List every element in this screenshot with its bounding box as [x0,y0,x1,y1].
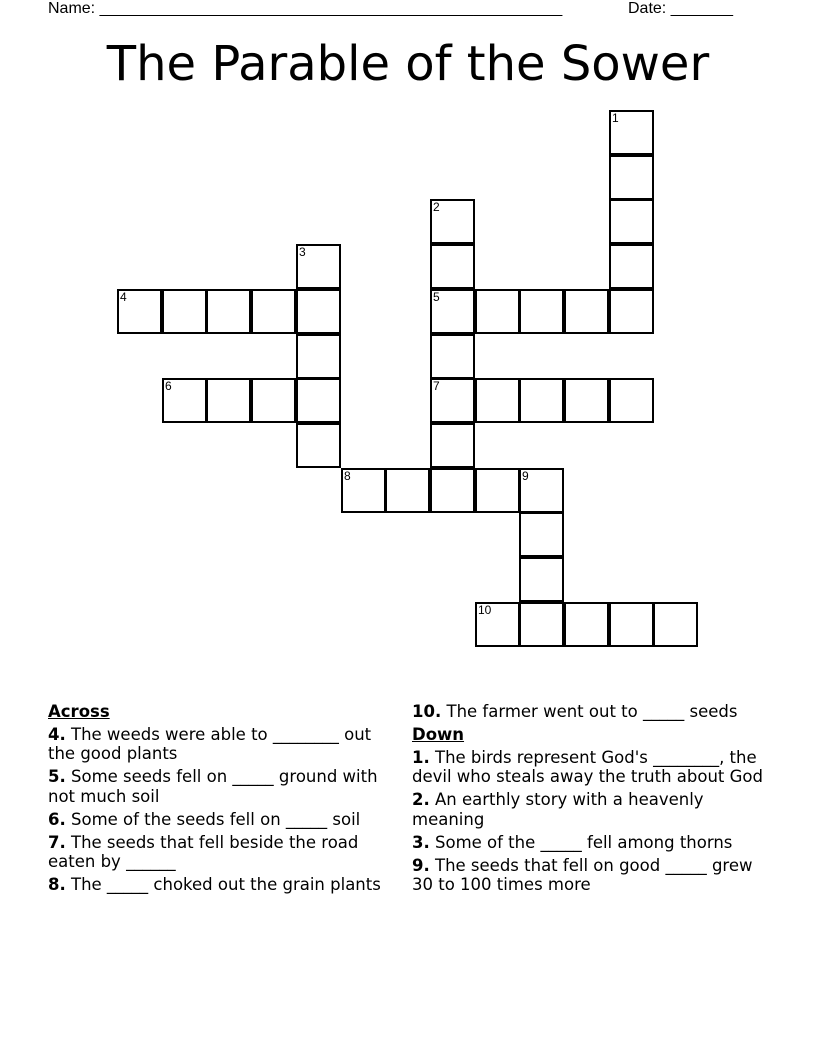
name-label: Name: [48,0,96,17]
clue-number: 10. [412,702,442,721]
grid-cell[interactable] [430,244,475,289]
clue-number: 5. [48,767,66,786]
clue-text: The _____ choked out the grain plants [71,875,381,894]
clue-number: 3. [412,832,430,852]
clue-down-1 [412,748,767,787]
clue-number: 2. [412,790,430,809]
name-blank: ____________________________________________________ [99,0,563,17]
grid-cell[interactable] [564,378,609,423]
grid-cell[interactable] [564,602,609,647]
clue-down-2 [412,790,767,829]
cell-number: 8 [344,469,351,483]
grid-cell[interactable] [296,378,341,423]
grid-cell[interactable] [341,468,386,513]
clue-down-3 [412,833,767,853]
cell-number: 9 [522,469,529,483]
clue-text: Some of the _____ fell among thorns [435,832,733,852]
grid-cell[interactable] [430,468,475,513]
cell-number: 5 [433,290,440,304]
grid-cell[interactable] [296,244,341,289]
grid-cell[interactable] [609,378,654,423]
grid-cell[interactable] [206,378,251,423]
clue-number: 8. [48,875,66,894]
grid-cell[interactable] [162,289,207,334]
grid-cell[interactable] [430,378,475,423]
clue-text: The farmer went out to _____ seeds [446,702,738,721]
clue-down-9 [412,856,767,895]
grid-cell[interactable] [609,289,654,334]
clue-number: 7. [48,832,66,852]
clue-across-5 [48,767,393,806]
grid-cell[interactable] [609,244,654,289]
grid-cell[interactable] [430,334,475,379]
grid-cell[interactable] [519,468,564,513]
clue-number: 1. [412,747,430,767]
grid-cell[interactable] [475,378,520,423]
cell-number: 3 [299,245,306,259]
clue-text: Some seeds fell on _____ ground with not much soil [48,767,378,806]
clue-text: Some of the seeds fell on _____ soil [71,809,361,829]
grid-cell[interactable] [519,512,564,557]
grid-cell[interactable] [296,289,341,334]
grid-cell[interactable] [475,289,520,334]
grid-cell[interactable] [653,602,698,647]
clue-text: The seeds that fell beside the road eaten by ______ [48,832,359,871]
grid-cell[interactable] [475,602,520,647]
grid-cell[interactable] [475,468,520,513]
cell-number: 4 [120,290,127,304]
clue-text: An earthly story with a heavenly meaning [412,790,704,829]
clue-across-10 [412,702,767,722]
grid-cell[interactable] [519,602,564,647]
grid-cell[interactable] [519,378,564,423]
clue-text: The weeds were able to ________ out the good plants [48,724,372,763]
clue-number: 6. [48,809,66,829]
grid-cell[interactable] [430,199,475,244]
grid-cell[interactable] [519,289,564,334]
grid-cell[interactable] [296,423,341,468]
grid-cell[interactable] [609,602,654,647]
across-heading: Across [48,702,110,721]
clue-text: The seeds that fell on good _____ grew 30 to 100 times more [412,855,753,894]
clue-number: 9. [412,855,430,875]
cell-number: 10 [478,603,492,617]
grid-cell[interactable] [296,334,341,379]
grid-cell[interactable] [609,199,654,244]
grid-cell[interactable] [251,378,296,423]
date-blank: _______ [670,0,733,17]
clues-right-column [412,702,767,898]
down-heading: Down [412,725,465,744]
cell-number: 7 [433,379,440,393]
grid-cell[interactable] [430,423,475,468]
grid-cell[interactable] [430,289,475,334]
grid-cell[interactable] [251,289,296,334]
grid-cell[interactable] [162,378,207,423]
clue-across-6 [48,810,393,830]
grid-cell[interactable] [117,289,162,334]
clue-number: 4. [48,724,66,744]
grid-cell[interactable] [609,155,654,200]
grid-cell[interactable] [609,110,654,155]
grid-cell[interactable] [385,468,430,513]
page-title: The Parable of the Sower [106,36,710,92]
cell-number: 2 [433,200,440,214]
clue-across-4 [48,725,393,764]
grid-cell[interactable] [519,557,564,602]
grid-cell[interactable] [564,289,609,334]
clue-across-7 [48,833,393,872]
clues-left-column [48,702,393,898]
cell-number: 1 [612,111,619,125]
grid-cell[interactable] [206,289,251,334]
cell-number: 6 [165,379,172,393]
clue-across-8 [48,875,393,895]
date-label: Date: [628,0,667,17]
clue-text: The birds represent God's ________, the devil who steals away the truth about God [412,747,763,786]
